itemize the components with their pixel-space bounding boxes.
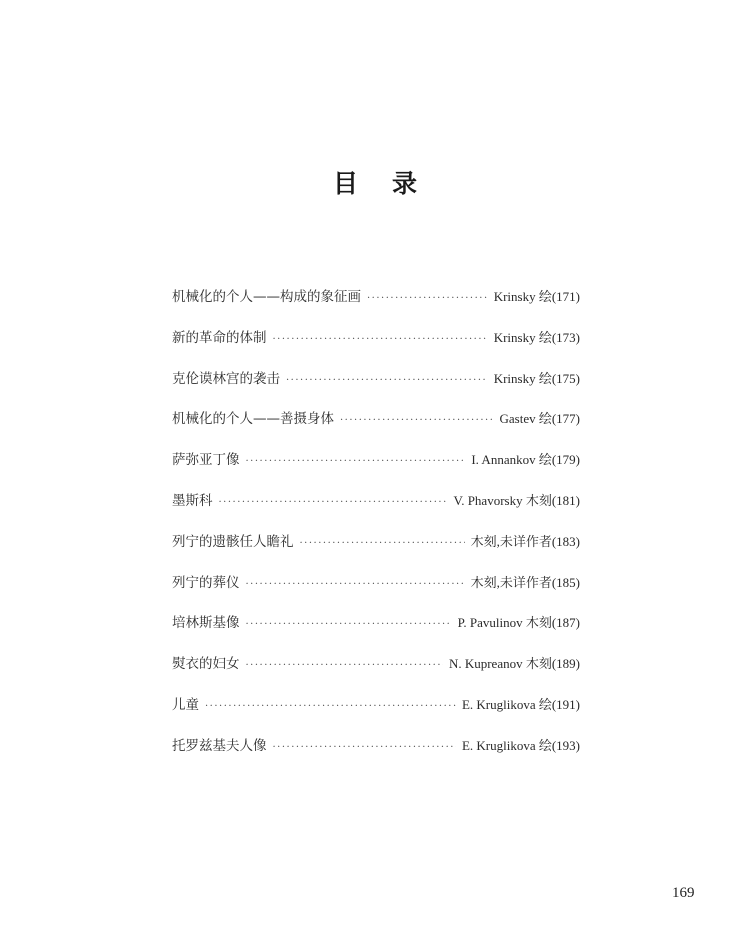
page-number: 169 (672, 885, 695, 901)
toc-entry-credit: V. Phavorsky 木刻(181) (453, 492, 580, 508)
toc-entry-title: 新的革命的体制 (172, 329, 267, 346)
toc-entry-title: 熨衣的妇女 (172, 656, 240, 673)
toc-entry-credit: E. Kruglikova 绘(191) (461, 696, 580, 712)
toc-entry-credit: Krinsky 绘(171) (493, 289, 580, 304)
toc-entry-credit: E. Kruglikova 绘(193) (461, 737, 580, 753)
dot-leader (246, 574, 465, 596)
dot-leader (340, 410, 493, 432)
toc-entry-credit: P. Pavulinov 木刻(187) (457, 615, 580, 631)
dot-leader (273, 737, 456, 759)
toc-entry (172, 368, 580, 409)
dot-leader (367, 288, 488, 310)
toc-entry (172, 531, 580, 572)
dot-leader (246, 451, 466, 473)
toc-entry (172, 490, 580, 531)
toc-entry-title: 列宁的葬仪 (172, 574, 240, 591)
toc-entry-title: 墨斯科 (172, 492, 213, 509)
dot-leader (300, 533, 465, 555)
dot-leader (246, 655, 443, 677)
toc-entry (172, 449, 580, 490)
toc-entry-credit: Krinsky 绘(175) (493, 370, 580, 386)
dot-leader (246, 614, 452, 636)
toc-entry-title: 克伦谟林宫的袭击 (172, 370, 280, 387)
toc-entry-credit: I. Annankov 绘(179) (471, 452, 580, 468)
table-of-contents (172, 286, 580, 776)
toc-entry (172, 286, 580, 327)
toc-entry-credit: Gastev 绘(177) (499, 411, 580, 427)
toc-entry-credit: N. Kupreanov 木刻(189) (448, 656, 580, 672)
toc-entry-credit: Krinsky 绘(173) (493, 329, 580, 345)
dot-leader (273, 329, 488, 351)
dot-leader (205, 696, 456, 718)
toc-entry-credit: 木刻,未详作者(185) (470, 574, 580, 590)
toc-entry (172, 694, 580, 735)
toc-entry-credit: 木刻,未详作者(183) (470, 533, 580, 549)
toc-entry (172, 735, 580, 776)
toc-entry-title: 萨弥亚丁像 (172, 452, 240, 469)
toc-entry-title: 托罗兹基夫人像 (172, 737, 267, 754)
dot-leader (286, 370, 488, 392)
toc-entry-title: 列宁的遗骸任人瞻礼 (172, 533, 294, 550)
toc-entry-title: 机械化的个人——构成的象征画 (172, 289, 361, 305)
toc-entry (172, 572, 580, 613)
toc-entry-title: 机械化的个人——善摄身体 (172, 411, 334, 428)
toc-entry-title: 培林斯基像 (172, 615, 240, 632)
toc-entry (172, 408, 580, 449)
dot-leader (219, 492, 448, 514)
toc-entry-title: 儿童 (172, 696, 199, 713)
page-title: 目录 (332, 169, 451, 198)
toc-entry (172, 327, 580, 368)
toc-entry (172, 653, 580, 694)
toc-entry (172, 612, 580, 653)
